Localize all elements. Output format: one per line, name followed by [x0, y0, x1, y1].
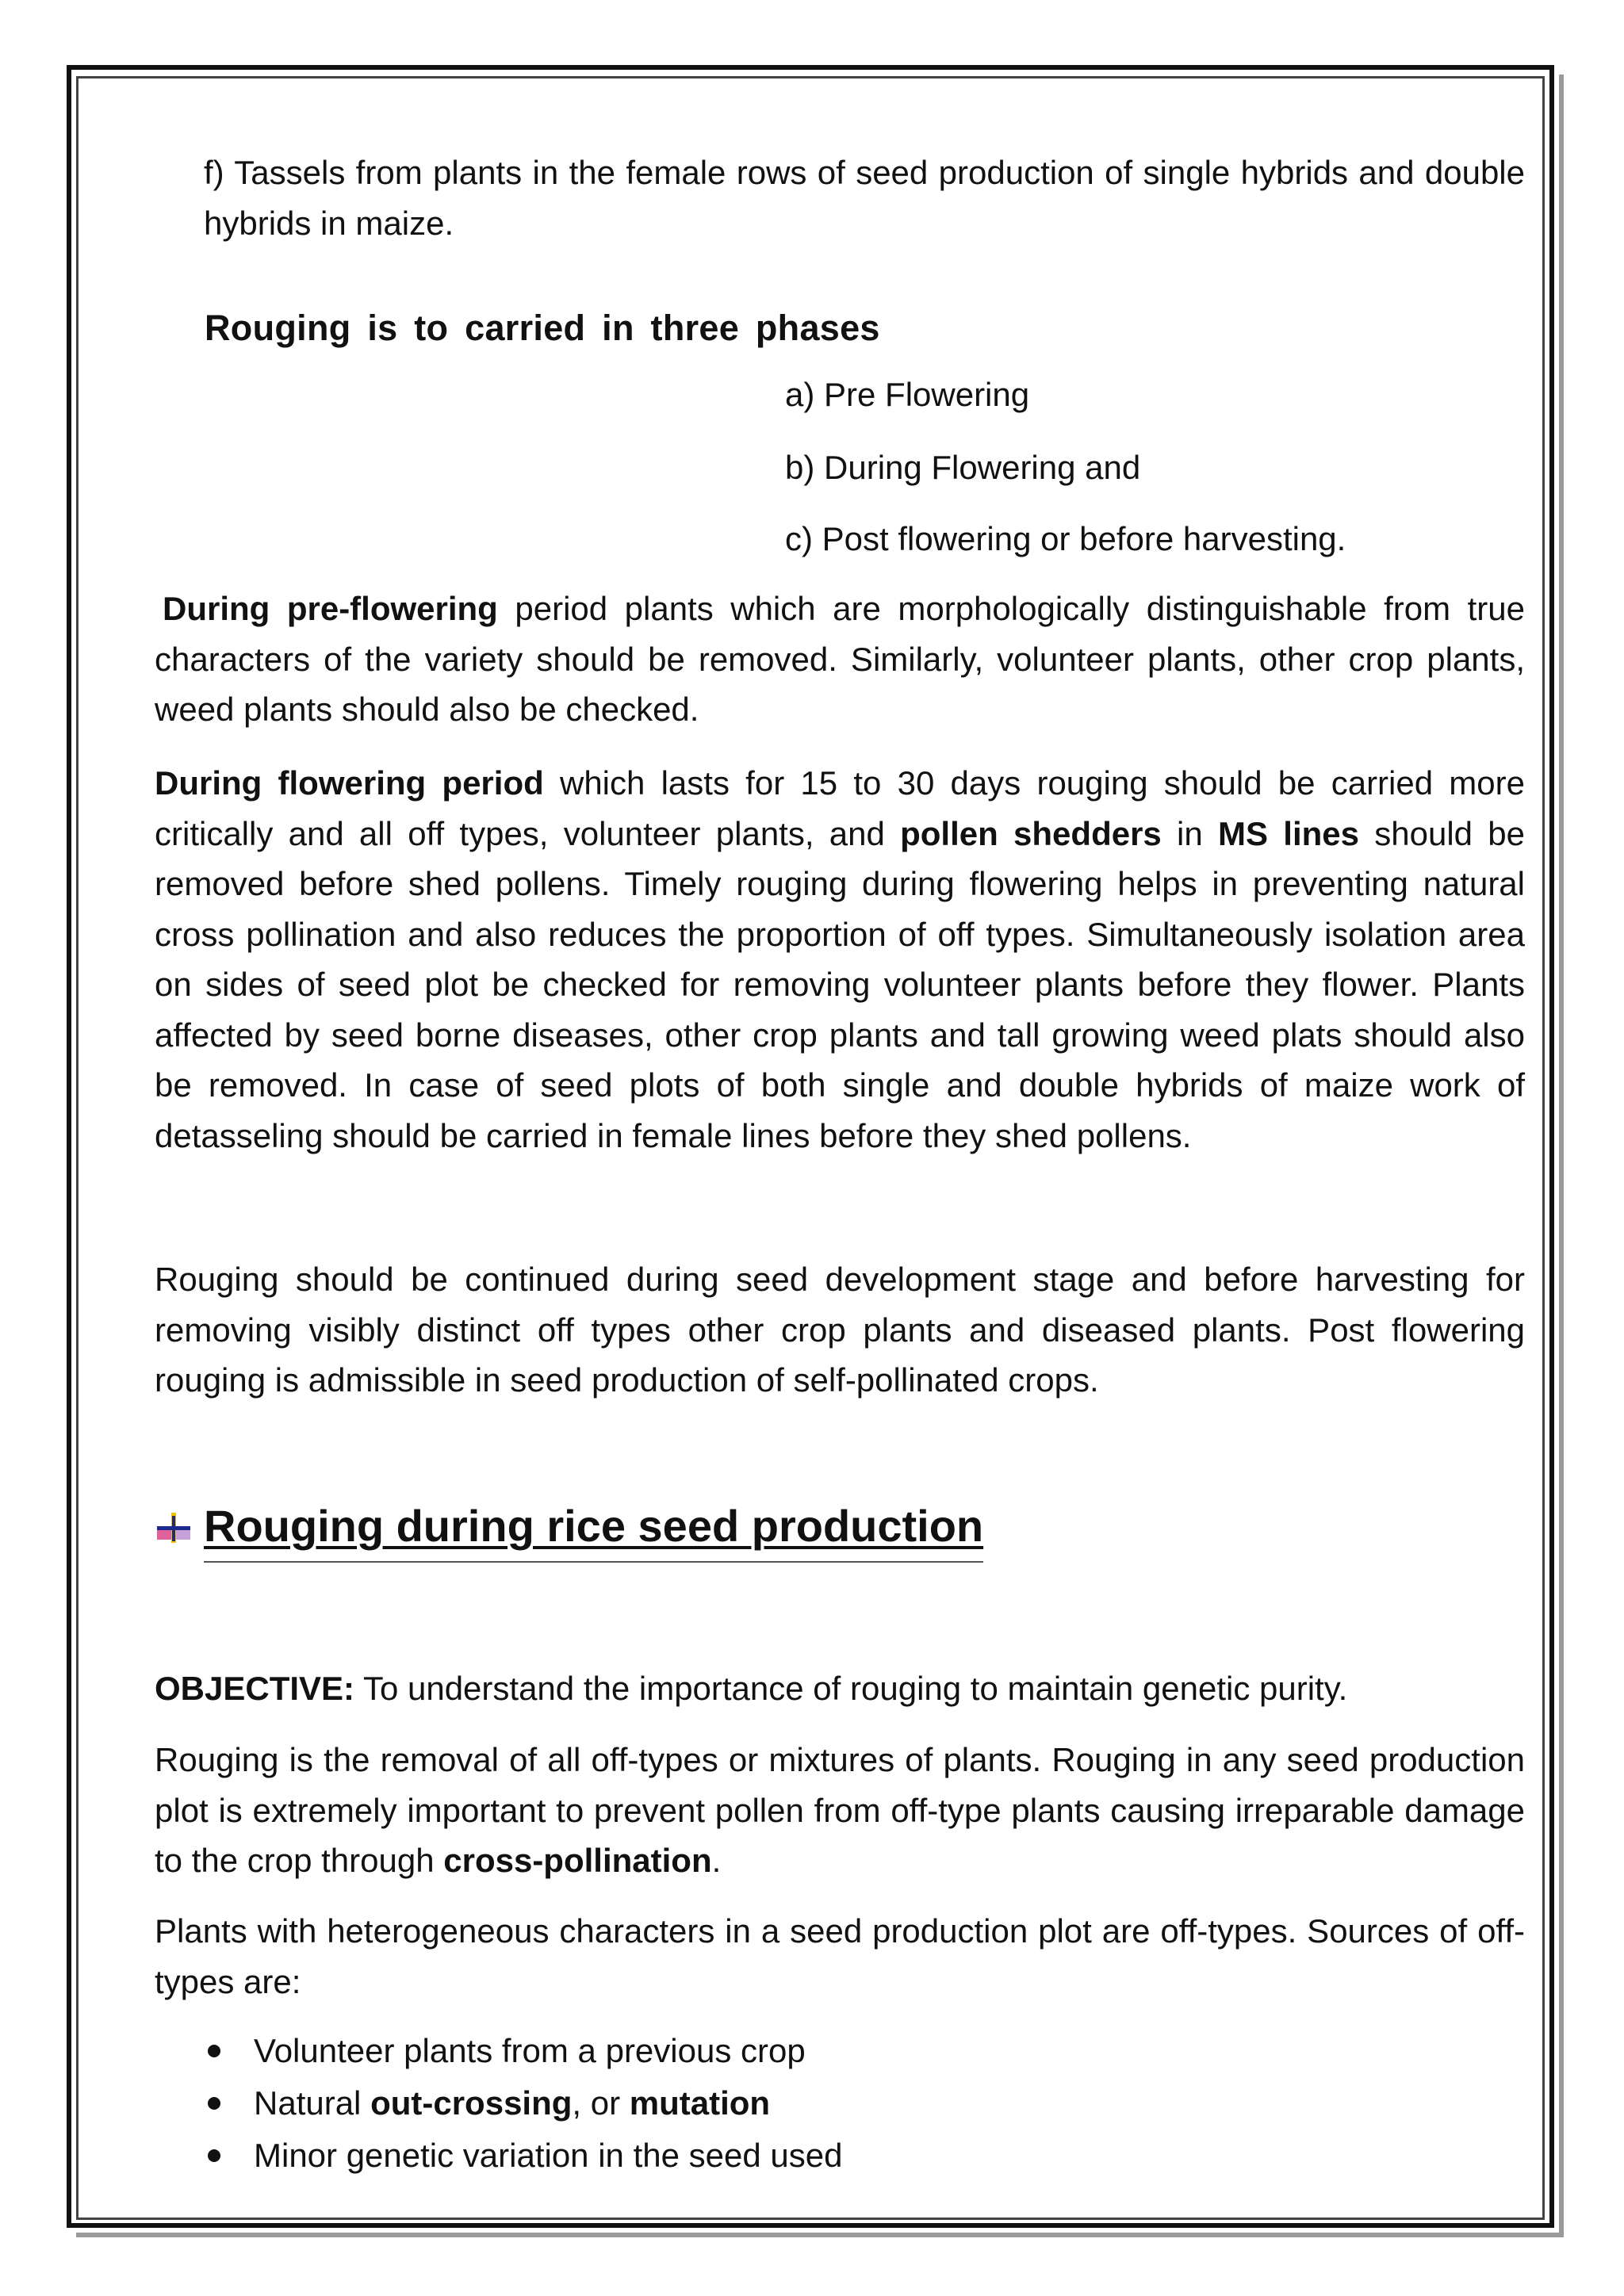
paragraph-tassels: f) Tassels from plants in the female rows of seed production of single hybrids and double hybrids in maize.	[204, 154, 1525, 242]
paragraph-rouging-definition: Rouging is the removal of all off-types or mixtures of plants. Rouging in any seed production plot is extremely important to prevent pollen from off-type plants causing irreparable damage to the crop through cross-pollination.	[155, 1741, 1525, 1879]
sources-list	[198, 2025, 842, 2182]
section-title: Rouging during rice seed production	[204, 1501, 984, 1551]
paragraph-post-flowering: Rouging should be continued during seed development stage and before harvesting for removing visibly distinct off types other crop plants and diseased plants. Post flowering rouging is admissible in seed production of self-pollinated crops.	[155, 1261, 1525, 1399]
paragraph-flowering: During flowering period which lasts for 15 to 30 days rouging should be carried more critically and all off types, volunteer plants, and pollen shedders in MS lines should be removed before shed pollens. Timely rouging during flowering helps in preventing natural cross pollination and also reduces the proportion of off types. Simultaneously isolation area on sides of seed plot be checked for removing volunteer plants before they flower. Plants affected by seed borne diseases, other crop plants and tall growing weed plats should also be removed. In case of seed plots of both single and double hybrids of maize work of detasseling should be carried in female lines before they shed pollens.	[155, 764, 1526, 1154]
list-item: Natural out-crossing, or mutation	[198, 2077, 842, 2130]
list-item: Minor genetic variation in the seed used	[198, 2130, 842, 2182]
star-bullet-icon	[155, 1511, 192, 1544]
bold-term: During pre-flowering	[163, 590, 498, 627]
paragraph-objective: OBJECTIVE: To understand the importance of rouging to maintain genetic purity.	[155, 1670, 1348, 1707]
paragraph-offtypes: Plants with heterogeneous characters in a seed production plot are off-types. Sources of off-types are:	[155, 1912, 1525, 2000]
list-item: Volunteer plants from a previous crop	[198, 2025, 842, 2077]
phases-heading: Rouging is to carried in three phases	[205, 308, 880, 348]
bold-term: cross-pollination	[443, 1842, 712, 1879]
paragraph-pre-flowering: During pre-flowering period plants which are morphologically distinguishable from true characters of the variety should be removed. Similarly, volunteer plants, other crop plants, weed plants should also be checked.	[155, 590, 1525, 728]
bold-term: out-crossing	[370, 2084, 573, 2122]
phase-item-during-flowering: b) During Flowering and	[785, 449, 1141, 486]
bold-term: During flowering period	[155, 764, 544, 802]
phase-item-pre-flowering: a) Pre Flowering	[785, 376, 1030, 413]
phase-item-post-flowering: c) Post flowering or before harvesting.	[785, 520, 1346, 557]
objective-label: OBJECTIVE:	[155, 1670, 355, 1707]
bold-term: mutation	[629, 2084, 771, 2122]
bold-term: pollen shedders	[900, 814, 1162, 852]
bold-term: MS lines	[1218, 814, 1359, 852]
